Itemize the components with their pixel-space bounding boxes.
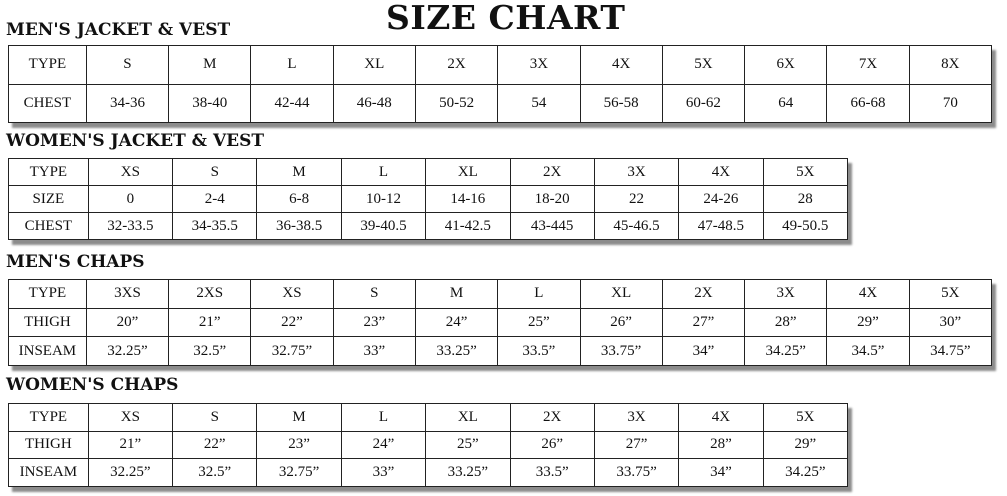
table-cell: 60-62 (662, 84, 744, 123)
table-cell: 34.25” (745, 337, 827, 366)
section-title-womens-chaps: WOMEN'S CHAPS (6, 375, 179, 395)
table-cell: 22 (594, 186, 678, 213)
table-cell: 29” (827, 308, 909, 337)
table-cell: 42-44 (251, 84, 333, 123)
size-table-womens-chaps (8, 403, 848, 487)
table-cell: 46-48 (333, 84, 415, 123)
table-row (9, 308, 992, 337)
table-cell: 6-8 (257, 186, 341, 213)
table-cell: 32-33.5 (88, 213, 172, 240)
table-cell: 8X (909, 46, 991, 85)
table-cell: M (257, 404, 341, 432)
table-cell: 5X (662, 46, 744, 85)
table-cell: 3XS (86, 280, 168, 309)
table-cell: 45-46.5 (594, 213, 678, 240)
table-cell: 2X (415, 46, 497, 85)
table-cell: 21” (169, 308, 251, 337)
table-cell: L (498, 280, 580, 309)
table-cell: 4X (679, 159, 763, 186)
table-row (9, 431, 848, 459)
table-cell: 29” (763, 431, 847, 459)
table-row (9, 280, 992, 309)
table-cell: XL (333, 46, 415, 85)
table-cell: 64 (745, 84, 827, 123)
table-cell: 38-40 (169, 84, 251, 123)
table-cell: 24” (341, 431, 425, 459)
table-cell: 33” (333, 337, 415, 366)
table-cell: S (173, 159, 257, 186)
table-cell: 2X (510, 159, 594, 186)
table-cell: 34” (662, 337, 744, 366)
row-header-cell: TYPE (9, 404, 89, 432)
table-cell: 34-35.5 (173, 213, 257, 240)
table-cell: M (415, 280, 497, 309)
row-header-cell: CHEST (9, 213, 89, 240)
table-cell: 21” (88, 431, 172, 459)
table-cell: 54 (498, 84, 580, 123)
table-row (9, 159, 848, 186)
table-cell: 56-58 (580, 84, 662, 123)
table-cell: 3X (498, 46, 580, 85)
table-cell: M (257, 159, 341, 186)
table-cell: 7X (827, 46, 909, 85)
table-cell: XS (251, 280, 333, 309)
table-cell: 36-38.5 (257, 213, 341, 240)
table-cell: 41-42.5 (426, 213, 510, 240)
row-header-cell: TYPE (9, 280, 87, 309)
table-cell: 4X (679, 404, 763, 432)
table-cell: 34” (679, 459, 763, 487)
section-title-mens-jacket-vest: MEN'S JACKET & VEST (6, 20, 231, 40)
table-cell: 70 (909, 84, 991, 123)
page-title: SIZE CHART (386, 0, 626, 37)
table-cell: 33.75” (594, 459, 678, 487)
table-cell: 34.5” (827, 337, 909, 366)
table-cell: 34.75” (909, 337, 991, 366)
row-header-cell: TYPE (9, 46, 87, 85)
table-cell: 5X (909, 280, 991, 309)
row-header-cell: THIGH (9, 308, 87, 337)
table-row (9, 84, 992, 123)
table-cell: 20” (86, 308, 168, 337)
table-cell: 2X (662, 280, 744, 309)
table-cell: XS (88, 159, 172, 186)
row-header-cell: THIGH (9, 431, 89, 459)
table-cell: 2X (510, 404, 594, 432)
row-header-cell: TYPE (9, 159, 89, 186)
table-cell: 22” (173, 431, 257, 459)
table-cell: 30” (909, 308, 991, 337)
table-cell: 28” (745, 308, 827, 337)
table-cell: 34.25” (763, 459, 847, 487)
table-cell: S (333, 280, 415, 309)
table-cell: 25” (498, 308, 580, 337)
table-cell: 23” (257, 431, 341, 459)
table-cell: M (169, 46, 251, 85)
table-cell: 32.75” (251, 337, 333, 366)
table-cell: 33.75” (580, 337, 662, 366)
table-cell: 2-4 (173, 186, 257, 213)
table-cell: XL (580, 280, 662, 309)
table-cell: 5X (763, 404, 847, 432)
table-cell: 0 (88, 186, 172, 213)
table-cell: 4X (580, 46, 662, 85)
table-cell: 28” (679, 431, 763, 459)
table-row (9, 186, 848, 213)
table-cell: 39-40.5 (341, 213, 425, 240)
table-row (9, 337, 992, 366)
table-cell: 4X (827, 280, 909, 309)
table-cell: 6X (745, 46, 827, 85)
size-table-mens-chaps (8, 279, 992, 366)
table-cell: XL (426, 404, 510, 432)
table-cell: 22” (251, 308, 333, 337)
table-cell: 28 (763, 186, 847, 213)
table-cell: 25” (426, 431, 510, 459)
table-cell: 33.5” (498, 337, 580, 366)
table-cell: 34-36 (86, 84, 168, 123)
table-cell: 32.5” (169, 337, 251, 366)
table-row (9, 459, 848, 487)
table-row (9, 46, 992, 85)
table-cell: 23” (333, 308, 415, 337)
table-cell: 14-16 (426, 186, 510, 213)
size-table-mens-jacket-vest (8, 45, 992, 123)
table-cell: 10-12 (341, 186, 425, 213)
row-header-cell: SIZE (9, 186, 89, 213)
table-cell: 32.75” (257, 459, 341, 487)
table-cell: 49-50.5 (763, 213, 847, 240)
table-cell: 27” (662, 308, 744, 337)
table-cell: 26” (580, 308, 662, 337)
table-cell: 43-445 (510, 213, 594, 240)
table-cell: S (173, 404, 257, 432)
table-cell: XL (426, 159, 510, 186)
table-cell: 24” (415, 308, 497, 337)
table-cell: 3X (594, 404, 678, 432)
table-cell: 32.25” (86, 337, 168, 366)
section-title-womens-jacket-vest: WOMEN'S JACKET & VEST (6, 131, 265, 151)
table-cell: L (341, 404, 425, 432)
table-cell: 47-48.5 (679, 213, 763, 240)
row-header-cell: INSEAM (9, 337, 87, 366)
table-cell: 2XS (169, 280, 251, 309)
table-cell: L (341, 159, 425, 186)
table-cell: 3X (594, 159, 678, 186)
table-row (9, 213, 848, 240)
table-cell: 27” (594, 431, 678, 459)
row-header-cell: INSEAM (9, 459, 89, 487)
table-cell: 5X (763, 159, 847, 186)
table-cell: 32.25” (88, 459, 172, 487)
table-cell: XS (88, 404, 172, 432)
table-cell: S (86, 46, 168, 85)
row-header-cell: CHEST (9, 84, 87, 123)
table-cell: 18-20 (510, 186, 594, 213)
table-cell: 33.25” (426, 459, 510, 487)
table-cell: 33” (341, 459, 425, 487)
table-cell: L (251, 46, 333, 85)
table-cell: 33.25” (415, 337, 497, 366)
table-cell: 32.5” (173, 459, 257, 487)
table-cell: 24-26 (679, 186, 763, 213)
section-title-mens-chaps: MEN'S CHAPS (6, 252, 145, 272)
table-cell: 33.5” (510, 459, 594, 487)
table-row (9, 404, 848, 432)
table-cell: 50-52 (415, 84, 497, 123)
size-table-womens-jacket-vest (8, 158, 848, 240)
table-cell: 26” (510, 431, 594, 459)
table-cell: 66-68 (827, 84, 909, 123)
table-cell: 3X (745, 280, 827, 309)
